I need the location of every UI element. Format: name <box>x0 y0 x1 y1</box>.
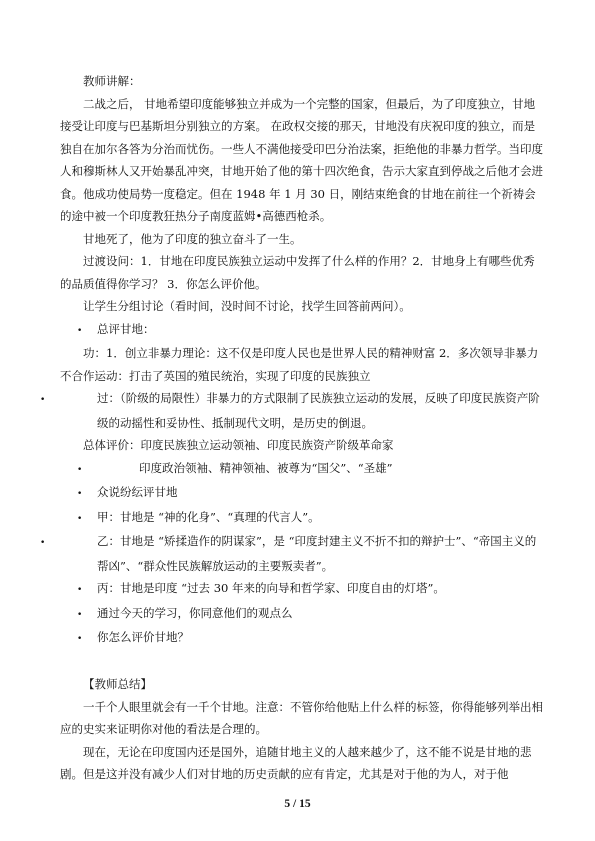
bullet-icon: • <box>40 395 46 405</box>
bullet-icon: • <box>77 634 83 644</box>
bullet-political-leader: • 印度政治领袖、精神领袖、被尊为“国父”、“圣雄” <box>60 457 544 482</box>
bullet-icon: • <box>77 325 83 336</box>
paragraph-transition-questions: 过渡设问：1．甘地在印度民族独立运动中发挥了什么样的作用？2．甘地身上有哪些优秀的品质值得你学习？ 3．你怎么评价他。 <box>60 254 535 291</box>
bullet-icon: • <box>77 513 83 524</box>
bullet-view-c: • 丙：甘地是印度 “过去 30 年来的向导和哲学家、印度自由的灯塔”。 <box>60 577 544 602</box>
paragraph-merits: 功：1．创立非暴力理论：这不仅是印度人民也是世界人民的精神财富 2．多次领导非暴力不合作运动：打击了英国的殖民统治，实现了印度的民族独立 <box>60 346 539 383</box>
document-body <box>40 70 544 786</box>
bullet-icon: • <box>77 489 83 499</box>
bullet-view-b: • 乙：甘地是 “矫揉造作的阴谋家”，是 “印度封建主义不折不扣的辩护士”、“帝国主义的帮凶”、“群众性民族解放运动的主要叛卖者”。 <box>40 534 537 573</box>
paragraph-thousand-gandhis: 一千个人眼里就会有一千个甘地。注意：不管你给他贴上什么样的标签，你得能够列举出相应的史实来证明你对他的看法是合理的。 <box>60 699 543 736</box>
spacer <box>60 651 544 674</box>
bullet-agree-question: • 通过今天的学习，你同意他们的观点么 <box>60 602 544 627</box>
bullet-icon: • <box>77 464 83 475</box>
bullet-opinions: • 众说纷纭评甘地 <box>60 481 544 506</box>
heading-teacher-explanation: 教师讲解： <box>83 74 141 88</box>
bullet-view-a: • 甲：甘地是 “神的化身”、“真理的代言人”。 <box>60 506 544 531</box>
paragraph-group-discussion: 让学生分组讨论（看时间，没时间不讨论，找学生回答前两问）。 <box>83 299 411 313</box>
paragraph-general-evaluation: 总体评价：印度民族独立运动领袖、印度民族资产阶级革命家 <box>83 438 394 452</box>
bullet-icon: • <box>77 585 83 595</box>
bullet-icon: • <box>77 609 83 620</box>
bullet-icon: • <box>40 538 46 548</box>
heading-teacher-summary: 【教师总结】 <box>83 677 152 691</box>
page-number: 5 / 15 <box>284 798 311 810</box>
bullet-demerits: • 过：（阶级的局限性）非暴力的方式限制了民族独立运动的发展，反映了印度民族资产阶级的动摇性和妥协性、抵制现代文明，是历史的倒退。 <box>40 391 540 430</box>
paragraph-tragedy: 现在，无论在印度国内还是国外，追随甘地主义的人越来越少了，这不能不说是甘地的悲剧。但是这并没有减少人们对甘地的历史贡献的应有肯定，尤其是对于他的为人，对于他 <box>60 744 532 781</box>
bullet-overall-evaluation: • 总评甘地： <box>60 318 544 343</box>
paragraph-post-war: 二战之后， 甘地希望印度能够独立并成为一个完整的国家，但最后，为了印度独立，甘地接受让印度与巴基斯坦分别独立的方案。 在政权交接的那天，甘地没有庆祝印度的独立，而是独自在加尔各答为分治而忧伤。一些人不满他接受印巴分治法案，拒绝他的非暴力哲学。当印度人和穆斯林人又开始暴乱冲突，甘地开始了他的第十四次绝食，告示大家直到停战之后他才会进食。他成功使局势一度稳定。但在 1948 年 1 月 30 日，刚结束绝食的甘地在前往一个祈祷会的途中被一个印度教狂热分子南度蓝姆•高德西枪杀。 <box>60 96 543 223</box>
paragraph-gandhi-died: 甘地死了，他为了印度的独立奋斗了一生。 <box>83 231 302 246</box>
bullet-evaluate-question: • 你怎么评价甘地？ <box>60 626 544 651</box>
